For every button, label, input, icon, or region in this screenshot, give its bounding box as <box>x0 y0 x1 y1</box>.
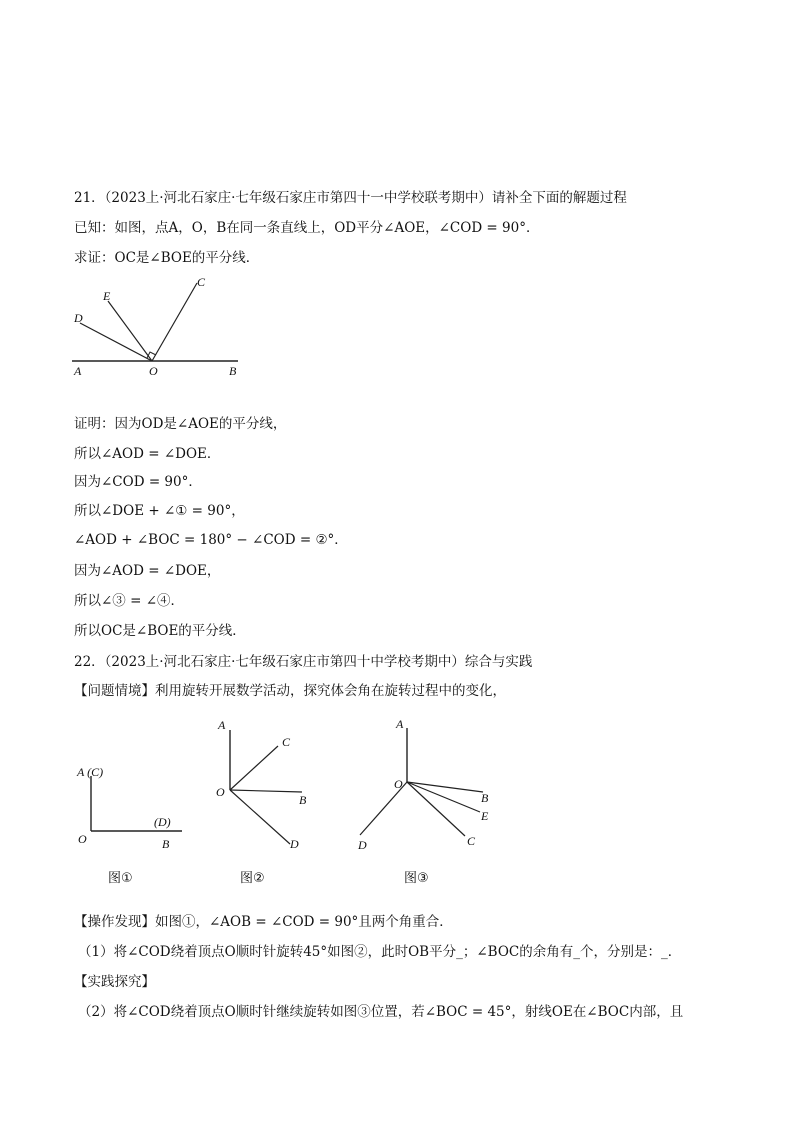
q22-figure-2 <box>210 712 330 890</box>
q22-discover-title: 【操作发现】如图①，∠AOB = ∠COD = 90°且两个角重合． <box>74 914 453 930</box>
q21-figure <box>66 272 256 382</box>
fig2-label-o: O <box>216 785 225 799</box>
fig21-label-e: E <box>103 289 111 303</box>
fig2-label-c: C <box>282 735 291 749</box>
proof-line-5: ∠AOD + ∠BOC = 180° − ∠COD = ②°． <box>74 532 348 548</box>
q22-header: 22．（2023上·河北石家庄·七年级石家庄市第四十中学校考期中）综合与实践 <box>74 654 533 670</box>
proof-line-7: 所以∠③ = ∠④． <box>74 593 185 609</box>
fig3-label-b: B <box>481 791 489 805</box>
fig2-caption: 图② <box>240 871 265 886</box>
q22-item1: （1）将∠COD绕着顶点O顺时针旋转45°如图②，此时OB平分_；∠BOC的余角有_个，分别是：_． <box>78 944 682 960</box>
q22-figure-1 <box>70 740 210 890</box>
q22-explore-title: 【实践探究】 <box>74 974 155 990</box>
q22-situation: 【问题情境】利用旋转开展数学活动，探究体会角在旋转过程中的变化， <box>74 683 506 699</box>
q21-header: 21．（2023上·河北石家庄·七年级石家庄市第四十一中学校联考期中）请补全下面的解题过程 <box>74 190 627 206</box>
fig2-label-b: B <box>299 793 307 807</box>
q22-item2: （2）将∠COD绕着顶点O顺时针继续旋转如图③位置，若∠BOC = 45°，射线OE在∠BOC内部，且 <box>78 1004 684 1020</box>
fig2-label-d: D <box>290 837 299 851</box>
proof-line-8: 所以OC是∠BOE的平分线． <box>74 623 246 639</box>
fig3-caption: 图③ <box>404 871 429 886</box>
proof-line-3: 因为∠COD = 90°． <box>74 474 202 490</box>
proof-line-6: 因为∠AOD = ∠DOE， <box>74 563 221 579</box>
fig21-label-a: A <box>74 364 82 378</box>
fig3-label-e: E <box>481 809 489 823</box>
fig3-label-a: A <box>396 717 404 731</box>
fig3-label-o: O <box>394 777 403 791</box>
fig21-label-d: D <box>74 311 83 325</box>
fig1-label-ac: A (C) <box>77 765 104 779</box>
fig2-label-a: A <box>218 718 226 732</box>
fig3-label-d: D <box>358 838 367 852</box>
fig21-label-b: B <box>229 364 237 378</box>
fig21-label-c: C <box>197 275 206 289</box>
proof-line-1: 证明：因为OD是∠AOE的平分线， <box>74 416 287 432</box>
fig1-label-d: (D) <box>154 815 171 829</box>
fig1-label-o: O <box>78 832 87 846</box>
q21-prove: 求证：OC是∠BOE的平分线． <box>74 250 260 266</box>
fig1-label-b: B <box>162 837 170 851</box>
q22-figure-3 <box>350 712 500 890</box>
fig1-caption: 图① <box>108 871 133 886</box>
fig21-label-o: O <box>149 364 158 378</box>
fig3-label-c: C <box>467 834 476 848</box>
q21-given: 已知：如图，点A，O，B在同一条直线上，OD平分∠AOE，∠COD = 90°． <box>74 220 540 236</box>
proof-line-2: 所以∠AOD = ∠DOE． <box>74 446 221 462</box>
proof-line-4: 所以∠DOE + ∠① = 90°， <box>74 503 245 519</box>
